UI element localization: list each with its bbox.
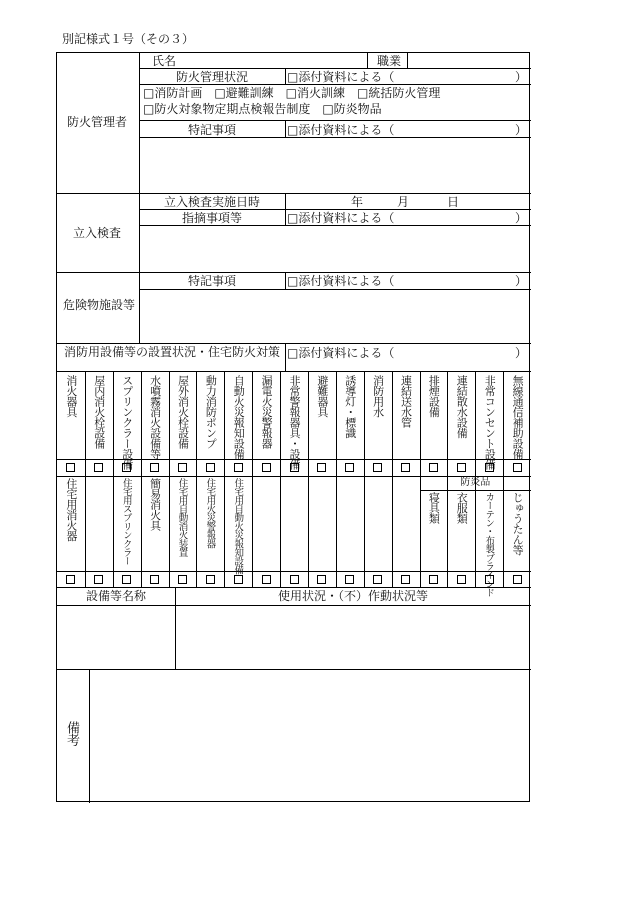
line: [224, 371, 225, 587]
line: [308, 371, 309, 587]
home-fire-checkbox[interactable]: [429, 575, 438, 584]
inspection-year: 年: [351, 195, 364, 209]
close-paren: ）: [515, 346, 528, 360]
line: [196, 371, 197, 587]
fire-notes-label: 特記事項: [187, 123, 236, 137]
home-fire-item-label: 住宅用火災警報器: [204, 478, 216, 548]
equipment-checkbox[interactable]: [234, 463, 243, 472]
fire-manager-label: 防火管理者: [67, 115, 128, 129]
remarks-area[interactable]: [91, 671, 529, 801]
equipment-type-label: 自動火災報知設備: [232, 375, 246, 459]
fireproof-label: 防炎品: [460, 477, 491, 488]
home-fire-item-label: 住宅用消火器: [64, 478, 78, 541]
line: [57, 343, 531, 344]
home-fire-checkbox[interactable]: [122, 575, 131, 584]
equipment-type-label: 屋内消火栓設備: [92, 375, 106, 449]
equipment-checkbox[interactable]: [66, 463, 75, 472]
fire-notes-area[interactable]: [141, 139, 529, 191]
close-paren: ）: [515, 70, 528, 84]
usage-status-area[interactable]: [177, 607, 529, 667]
inspection-date-label: 立入検査実施日時: [163, 195, 260, 209]
line: [285, 209, 286, 225]
home-fire-item-label: 衣服類: [455, 492, 469, 524]
name-label: 氏名: [152, 54, 177, 68]
remarks-label: 備考: [64, 721, 79, 746]
home-fire-checkbox[interactable]: [206, 575, 215, 584]
equipment-checkbox[interactable]: [513, 463, 522, 472]
home-fire-checkbox[interactable]: [66, 575, 75, 584]
hazardous-area[interactable]: [141, 291, 529, 341]
equipment-checkbox[interactable]: [345, 463, 354, 472]
line: [285, 272, 286, 289]
home-fire-item-label: 住宅用スプリンクラー: [120, 478, 132, 566]
line: [89, 669, 90, 803]
home-fire-checkbox[interactable]: [485, 575, 494, 584]
line: [285, 343, 286, 371]
equipment-checkbox[interactable]: [485, 463, 494, 472]
fire-checks-line1[interactable]: □消防計画 □避難訓練 □消火訓練 □統括防火管理: [143, 86, 441, 100]
line: [85, 371, 86, 587]
home-fire-checkbox[interactable]: [457, 575, 466, 584]
home-fire-item-label: 住宅用自動火災報知設備: [232, 478, 244, 574]
home-fire-item-label: 住宅用自動消火装置: [176, 478, 188, 557]
home-fire-checkbox[interactable]: [373, 575, 382, 584]
home-fire-item-label: 寝具類: [427, 492, 441, 524]
line: [175, 587, 176, 669]
home-fire-checkbox[interactable]: [150, 575, 159, 584]
equipment-type-label: 消防用水: [371, 375, 385, 417]
equipment-checkbox[interactable]: [206, 463, 215, 472]
inspection-month: 月: [397, 195, 410, 209]
home-fire-checkbox[interactable]: [94, 575, 103, 584]
equipment-type-label: 非常コンセント設備: [483, 375, 497, 470]
line: [169, 371, 170, 587]
line: [392, 371, 393, 587]
equipment-type-label: 消火器具: [64, 375, 78, 417]
equipment-checkbox[interactable]: [317, 463, 326, 472]
fire-checks-line2[interactable]: □防火対象物定期点検報告制度 □防炎物品: [143, 102, 382, 116]
line: [57, 272, 531, 273]
line: [336, 371, 337, 587]
equipment-type-label: 無線通信補助設備: [511, 375, 525, 459]
equipment-attached-field[interactable]: □添付資料による（: [287, 346, 395, 360]
status-attached-field[interactable]: □添付資料による（: [287, 70, 395, 84]
equipment-type-label: 動力消防ポンプ: [204, 375, 218, 449]
equipment-checkbox[interactable]: [401, 463, 410, 472]
line: [420, 490, 532, 491]
line: [139, 137, 531, 138]
home-fire-item-label: 簡易消火具: [148, 478, 162, 531]
notes-attached-field[interactable]: □添付資料による（: [287, 123, 395, 137]
close-paren: ）: [515, 123, 528, 137]
fire-status-label: 防火管理状況: [175, 70, 248, 84]
home-fire-checkbox[interactable]: [234, 575, 243, 584]
line: [139, 289, 531, 290]
line: [139, 225, 531, 226]
equipment-checkbox[interactable]: [429, 463, 438, 472]
line: [57, 605, 531, 606]
home-fire-checkbox[interactable]: [317, 575, 326, 584]
equipment-type-label: 避難器具: [315, 375, 329, 417]
equipment-checkbox[interactable]: [122, 463, 131, 472]
line: [139, 120, 531, 121]
line: [280, 371, 281, 587]
job-label: 職業: [377, 54, 402, 68]
line: [57, 587, 531, 588]
usage-name-header: 設備等名称: [85, 589, 146, 603]
equipment-checkbox[interactable]: [457, 463, 466, 472]
line: [285, 120, 286, 137]
inspection-label: 立入検査: [73, 226, 122, 240]
line: [139, 68, 531, 69]
form-frame: [56, 52, 530, 802]
home-fire-item-label: じゅうたん等: [511, 492, 525, 555]
home-fire-checkbox[interactable]: [401, 575, 410, 584]
line: [57, 193, 531, 194]
equipment-checkbox[interactable]: [178, 463, 187, 472]
line: [285, 193, 286, 209]
line: [139, 209, 531, 210]
equipment-type-label: 水噴霧消火設備等: [148, 375, 162, 459]
equipment-checkbox[interactable]: [373, 463, 382, 472]
equipment-type-label: 排煙設備: [427, 375, 441, 417]
usage-name-area[interactable]: [59, 607, 173, 667]
equipment-heading: 消防用設備等の設置状況・住宅防火対策: [63, 345, 280, 359]
findings-area[interactable]: [141, 227, 529, 270]
inspection-day: 日: [447, 195, 460, 209]
equipment-type-label: 連結散水設備: [455, 375, 469, 438]
equipment-type-label: 非常警報器具・設備: [288, 375, 301, 470]
equipment-checkbox[interactable]: [150, 463, 159, 472]
line: [57, 371, 531, 372]
close-paren: ）: [515, 211, 528, 225]
line: [364, 371, 365, 587]
line: [57, 571, 531, 572]
findings-label: 指摘事項等: [181, 211, 242, 225]
equipment-type-label: スプリンクラー設備: [120, 375, 134, 470]
equipment-type-label: 漏電火災警報器: [260, 375, 274, 449]
equipment-type-label: 誘導灯・標識: [343, 375, 357, 438]
home-fire-checkbox[interactable]: [290, 575, 299, 584]
equipment-type-label: 連結送水管: [399, 375, 413, 428]
home-fire-item-label: カーテン・布製ブラインド: [483, 492, 495, 597]
line: [113, 371, 114, 587]
line: [141, 371, 142, 587]
hazardous-notes-label: 特記事項: [187, 274, 236, 288]
home-fire-checkbox[interactable]: [513, 575, 522, 584]
line: [252, 371, 253, 587]
home-fire-checkbox[interactable]: [178, 575, 187, 584]
findings-attached-field[interactable]: □添付資料による（: [287, 211, 395, 225]
form-title: 別記様式１号（その３）: [62, 32, 195, 46]
line: [285, 68, 286, 84]
line: [139, 84, 531, 85]
job-divider-right: [407, 53, 408, 68]
equipment-checkbox[interactable]: [94, 463, 103, 472]
home-fire-checkbox[interactable]: [262, 575, 271, 584]
usage-status-header: 使用状況・（不）作動状況等: [277, 589, 428, 603]
equipment-checkbox[interactable]: [262, 463, 271, 472]
equipment-checkbox[interactable]: [290, 463, 299, 472]
hazardous-attached-field[interactable]: □添付資料による（: [287, 274, 395, 288]
home-fire-checkbox[interactable]: [345, 575, 354, 584]
hazardous-label: 危険物施設等: [63, 298, 136, 312]
line: [57, 669, 531, 670]
equipment-type-label: 屋外消火栓設備: [176, 375, 190, 449]
job-divider-left: [367, 53, 368, 68]
close-paren: ）: [515, 274, 528, 288]
